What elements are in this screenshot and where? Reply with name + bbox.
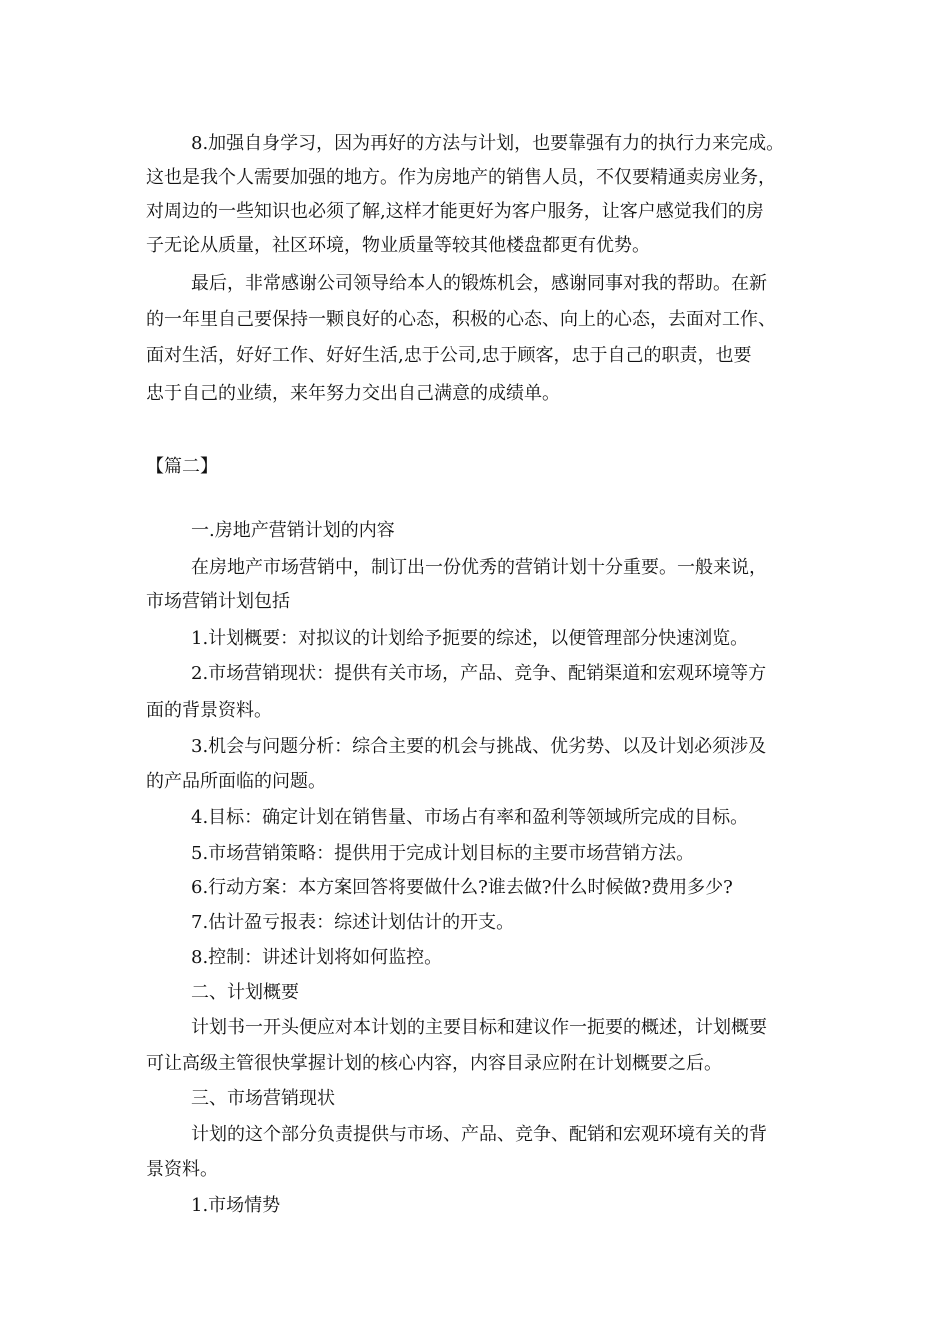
subheading: 一.房地产营销计划的内容 [191, 520, 395, 541]
paragraph-line: 计划的这个部分负责提供与市场、产品、竞争、配销和宏观环境有关的背 [191, 1124, 767, 1145]
list-item: 6.行动方案：本方案回答将要做什么?谁去做?什么时候做?费用多少? [191, 877, 733, 898]
list-item: 5.市场营销策略：提供用于完成计划目标的主要市场营销方法。 [191, 843, 695, 864]
paragraph-line: 计划书一开头便应对本计划的主要目标和建议作一扼要的概述，计划概要 [191, 1017, 767, 1038]
list-item-continuation: 面的背景资料。 [146, 700, 272, 721]
list-item: 4.目标：确定计划在销售量、市场占有率和盈利等领域所完成的目标。 [191, 807, 749, 828]
paragraph-line: 这也是我个人需要加强的地方。作为房地产的销售人员，不仅要精通卖房业务， [146, 167, 776, 188]
list-item: 1.计划概要：对拟议的计划给予扼要的综述，以便管理部分快速浏览。 [191, 628, 749, 649]
section-heading: 【篇二】 [146, 456, 218, 477]
list-item: 8.控制：讲述计划将如何监控。 [191, 947, 443, 968]
list-item-continuation: 的产品所面临的问题。 [146, 771, 326, 792]
paragraph-line: 景资料。 [146, 1159, 218, 1180]
subheading: 1.市场情势 [191, 1195, 281, 1216]
paragraph-line: 可让高级主管很快掌握计划的核心内容，内容目录应附在计划概要之后。 [146, 1053, 722, 1074]
paragraph-line: 市场营销计划包括 [146, 591, 290, 612]
paragraph-line: 忠于自己的业绩，来年努力交出自己满意的成绩单。 [146, 383, 560, 404]
list-item: 2.市场营销现状：提供有关市场，产品、竞争、配销渠道和宏观环境等方 [191, 663, 767, 684]
paragraph-line: 在房地产市场营销中，制订出一份优秀的营销计划十分重要。一般来说， [191, 557, 767, 578]
list-item: 7.估计盈亏报表：综述计划估计的开支。 [191, 912, 515, 933]
paragraph-line: 面对生活，好好工作、好好生活,忠于公司,忠于顾客，忠于自己的职责，也要 [146, 345, 752, 366]
paragraph-line: 最后，非常感谢公司领导给本人的锻炼机会，感谢同事对我的帮助。在新 [191, 273, 767, 294]
paragraph-line: 8.加强自身学习，因为再好的方法与计划，也要靠强有力的执行力来完成。 [191, 133, 785, 154]
paragraph-line: 对周边的一些知识也必须了解,这样才能更好为客户服务，让客户感觉我们的房 [146, 201, 764, 222]
list-item: 3.机会与问题分析：综合主要的机会与挑战、优劣势、以及计划必须涉及 [191, 736, 767, 757]
paragraph-line: 子无论从质量，社区环境，物业质量等较其他楼盘都更有优势。 [146, 235, 650, 256]
subheading: 三、市场营销现状 [191, 1088, 335, 1109]
paragraph-line: 的一年里自己要保持一颗良好的心态，积极的心态、向上的心态，去面对工作、 [146, 309, 776, 330]
subheading: 二、计划概要 [191, 982, 299, 1003]
